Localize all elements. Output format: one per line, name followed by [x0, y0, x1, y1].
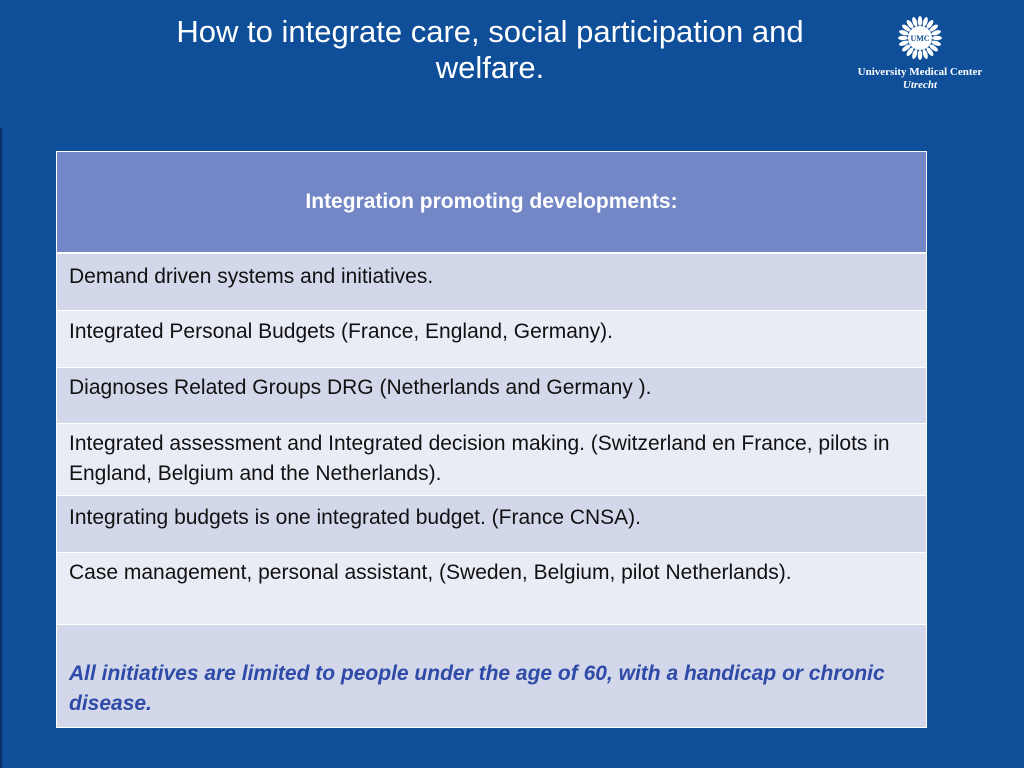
- table-row: Case management, personal assistant, (Sweden, Belgium, pilot Netherlands).: [57, 553, 926, 625]
- slide-edge-divider: [0, 128, 2, 768]
- table-row: Integrated assessment and Integrated decision making. (Switzerland en France, pilots in England, Belgium and the Netherlands).: [57, 424, 926, 496]
- table-row: Diagnoses Related Groups DRG (Netherlands and Germany ).: [57, 368, 926, 424]
- table-note: All initiatives are limited to people under the age of 60, with a handicap or chronic disease.: [57, 625, 926, 727]
- table-row: Integrating budgets is one integrated budget. (France CNSA).: [57, 496, 926, 553]
- logo-institution-name: University Medical Center: [857, 66, 983, 78]
- table-row: Integrated Personal Budgets (France, England, Germany).: [57, 311, 926, 368]
- umc-logo: [850, 14, 990, 94]
- developments-table: [56, 151, 927, 728]
- umc-sun-logo-icon: [896, 14, 944, 62]
- logo-badge-text: UMC: [910, 34, 930, 43]
- table-header: [57, 152, 926, 254]
- table-row: Demand driven systems and initiatives.: [57, 254, 926, 311]
- slide-title: How to integrate care, social participation and welfare.: [176, 14, 804, 85]
- table-header-label: Integration promoting developments:: [305, 190, 678, 213]
- logo-city-name: Utrecht: [902, 79, 938, 91]
